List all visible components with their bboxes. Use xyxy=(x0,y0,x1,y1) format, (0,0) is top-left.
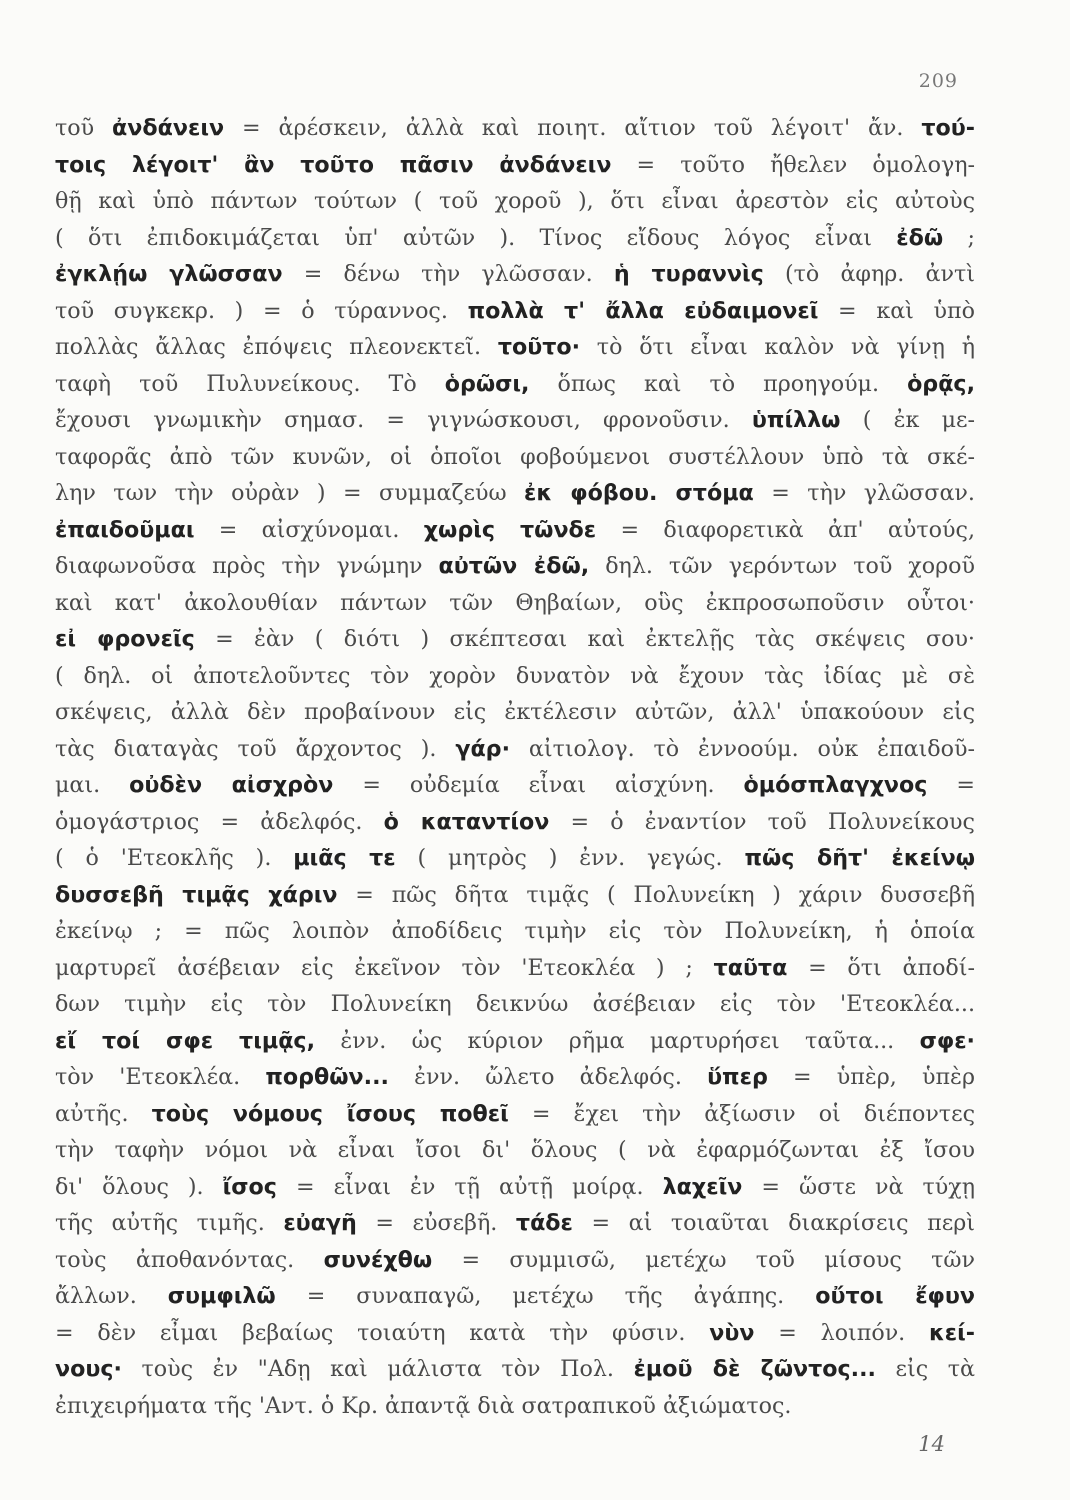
gloss-text: ὁμογάστριος = ἀδελφός. xyxy=(55,808,384,835)
gloss-text: μαι. xyxy=(55,772,130,798)
gloss-text: τοὺς ἀποθανόντας. xyxy=(55,1246,324,1273)
gloss-text: = πῶς δῆτα τιμᾷς ( Πολυνείκη ) χάριν δυσσεβῆ xyxy=(337,881,975,908)
text-line xyxy=(55,475,975,512)
lemma-term: χωρὶς τῶνδε xyxy=(423,516,597,543)
lemma-term: ὁμόσπλαγχνος xyxy=(743,772,928,798)
text-line xyxy=(55,694,975,731)
lemma-term: νους· xyxy=(55,1356,122,1382)
signature-mark: 14 xyxy=(918,1432,945,1456)
text-line xyxy=(55,256,975,293)
gloss-text: ἔχουσι γνωμικὴν σημασ. = γιγνώσκουσι, φρονοῦσιν. xyxy=(55,407,752,433)
gloss-text: λην των τὴν οὐρὰν ) = συμμαζεύω xyxy=(55,480,525,506)
text-line xyxy=(55,1388,975,1425)
lemma-term: ὑπίλλω xyxy=(751,407,841,433)
gloss-text: = ὁ ἐναντίον τοῦ Πολυνείκους xyxy=(549,808,975,835)
gloss-text: τὰς διαταγὰς τοῦ ἄρχοντος ). xyxy=(55,735,456,762)
gloss-text: σκέψεις, ἀλλὰ δὲν προβαίνουν εἰς ἐκτέλεσιν αὐτῶν, ἀλλ' ὑπακούουν εἰς xyxy=(55,699,975,725)
text-line xyxy=(55,512,975,549)
text-line xyxy=(55,548,975,585)
gloss-text: αἰτιολογ. τὸ ἐννοούμ. οὐκ ἐπαιδοῦ- xyxy=(510,735,975,762)
gloss-text: πολλὰς ἄλλας ἐπόψεις πλεονεκτεῖ. xyxy=(55,334,498,360)
gloss-text: = αἱ τοιαῦται διακρίσεις περὶ xyxy=(572,1210,975,1236)
gloss-text: εἰς τὰ xyxy=(875,1356,976,1382)
gloss-text: = δένω τὴν γλῶσσαν. xyxy=(282,261,614,287)
lemma-term: κεί- xyxy=(929,1319,975,1346)
lemma-term: πῶς δῆτ' ἐκείνῳ xyxy=(744,845,976,871)
gloss-text: ( μητρὸς ) ἐνν. γεγώς. xyxy=(395,845,745,871)
lemma-term: οὔτοι ἔφυν xyxy=(815,1283,975,1309)
lemma-term: οὐδὲν αἰσχρὸν xyxy=(129,772,334,798)
gloss-text: = ἐὰν ( διότι ) σκέπτεσαι καὶ ἐκτελῇς τὰς σκέψεις σου· xyxy=(194,626,975,652)
lemma-term: νὺν xyxy=(709,1319,755,1346)
commentary-text xyxy=(55,110,975,1424)
gloss-text: = ὅτι ἀποδί- xyxy=(787,954,975,981)
lemma-term: τοῦτο· xyxy=(497,334,581,360)
text-line xyxy=(55,220,975,257)
lemma-term: ἐδῶ xyxy=(896,224,944,251)
gloss-text: = συναπαγῶ, μετέχω τῆς ἀγάπης. xyxy=(275,1283,816,1309)
lemma-term: ἀνδάνειν xyxy=(112,115,225,141)
gloss-text: = ἔχει τὴν ἀξίωσιν οἱ διέποντες xyxy=(508,1100,976,1127)
text-line xyxy=(55,366,975,403)
gloss-text: = εὐσεβῆ. xyxy=(356,1210,516,1236)
lemma-term: ἐπαιδοῦμαι xyxy=(55,516,195,543)
lemma-term: εὐαγῆ xyxy=(283,1210,357,1236)
text-line xyxy=(55,439,975,476)
gloss-text: ( δηλ. οἱ ἀποτελοῦντες τὸν χορὸν δυνατὸν νὰ ἔχουν τὰς ἰδίας μὲ σὲ xyxy=(55,662,975,689)
gloss-text: θῇ καὶ ὑπὸ πάντων τούτων ( τοῦ χοροῦ ), ὅτι εἶναι ἀρεστὸν εἰς αὐτοὺς xyxy=(55,188,975,214)
gloss-text: τὴν ταφὴν νόμοι νὰ εἶναι ἴσοι δι' ὅλους ( νὰ ἐφαρμόζωνται ἐξ ἴσου xyxy=(55,1137,975,1163)
lemma-term: λαχεῖν xyxy=(662,1173,743,1200)
text-line xyxy=(55,147,975,184)
text-line xyxy=(55,1205,975,1242)
gloss-text: δων τιμὴν εἰς τὸν Πολυνείκη δεικνύω ἀσέβειαν εἰς τὸν 'Ετεοκλέα... xyxy=(55,991,975,1017)
lemma-term: ὁρῶσι, xyxy=(444,370,530,397)
lemma-term: ὁρᾷς, xyxy=(907,370,976,397)
lemma-term: αὐτῶν ἐδῶ, xyxy=(438,553,590,579)
lemma-term: ὁ καταντίον xyxy=(383,808,550,835)
gloss-text: ἐπιχειρήματα τῆς 'Αντ. ὁ Κρ. ἀπαντᾷ διὰ σατραπικοῦ ἀξιώματος. xyxy=(55,1392,792,1419)
gloss-text: ; xyxy=(943,224,975,251)
gloss-text: ( ὅτι ἐπιδοκιμάζεται ὑπ' αὐτῶν ). Τίνος εἴδους λόγος εἶναι xyxy=(55,224,897,251)
text-line xyxy=(55,1096,975,1133)
text-line xyxy=(55,621,975,658)
gloss-text: = λοιπόν. xyxy=(754,1319,930,1346)
gloss-text: ( ὁ 'Ετεοκλῆς ). xyxy=(55,845,294,871)
lemma-term: ἡ τυραννὶς xyxy=(613,261,764,287)
lemma-term: ἴσος xyxy=(222,1173,277,1200)
text-line xyxy=(55,950,975,987)
gloss-text: = ὥστε νὰ τύχῃ xyxy=(742,1173,975,1200)
text-line xyxy=(55,1132,975,1169)
gloss-text: = τοῦτο ἤθελεν ὁμολογη- xyxy=(611,151,975,178)
gloss-text: τοὺς ἐν "Αδῃ καὶ μάλιστα τὸν Πολ. xyxy=(121,1356,634,1382)
gloss-text: τὸν 'Ετεοκλέα. xyxy=(55,1064,266,1090)
text-line xyxy=(55,731,975,768)
text-line xyxy=(55,658,975,695)
lemma-term: τάδε xyxy=(515,1210,573,1236)
gloss-text: = συμμισῶ, μετέχω τοῦ μίσους τῶν xyxy=(432,1246,975,1273)
text-line xyxy=(55,329,975,366)
text-line xyxy=(55,1242,975,1279)
gloss-text: = xyxy=(927,772,975,798)
gloss-text: ταφὴ τοῦ Πυλυνείκους. Τὸ xyxy=(55,370,445,397)
lemma-term: ὕπερ xyxy=(707,1064,768,1090)
gloss-text: = ἀρέσκειν, ἀλλὰ καὶ ποιητ. αἴτιον τοῦ λέγοιτ' ἄν. xyxy=(224,115,922,141)
gloss-text: = δὲν εἶμαι βεβαίως τοιαύτη κατὰ τὴν φύσιν. xyxy=(55,1319,710,1346)
page-number: 209 xyxy=(918,70,958,92)
gloss-text: καὶ κατ' ἀκολουθίαν πάντων τῶν Θηβαίων, οὓς ἐκπροσωποῦσιν οὗτοι· xyxy=(55,589,975,616)
gloss-text: ταφορᾶς ἀπὸ τῶν κυνῶν, οἱ ὁποῖοι φοβούμενοι συστέλλουν ὑπὸ τὰ σκέ- xyxy=(55,443,975,470)
text-line xyxy=(55,1278,975,1315)
gloss-text: = αἰσχύνομαι. xyxy=(194,516,424,543)
gloss-text: ( ἐκ με- xyxy=(840,407,975,433)
lemma-term: μιᾶς τε xyxy=(293,845,396,871)
lemma-term: σφε· xyxy=(919,1027,975,1054)
gloss-text: = διαφορετικὰ ἀπ' αὐτούς, xyxy=(596,516,975,543)
gloss-text: = τὴν γλῶσσαν. xyxy=(753,480,975,506)
text-line xyxy=(55,804,975,841)
gloss-text: τὸ ὅτι εἶναι καλὸν νὰ γίνῃ ἡ xyxy=(580,334,976,360)
gloss-text: τῆς αὐτῆς τιμῆς. xyxy=(55,1210,284,1236)
text-line xyxy=(55,877,975,914)
text-line xyxy=(55,767,975,804)
gloss-text: = εἶναι ἐν τῇ αὐτῇ μοίρᾳ. xyxy=(276,1173,663,1200)
gloss-text: τοῦ xyxy=(55,115,113,141)
lemma-term: τού- xyxy=(921,115,975,141)
lemma-term: δυσσεβῆ τιμᾷς χάριν xyxy=(55,881,338,908)
gloss-text: μαρτυρεῖ ἀσέβειαν εἰς ἐκεῖνον τὸν 'Ετεοκλέα ) ; xyxy=(55,954,714,981)
lemma-term: συμφιλῶ xyxy=(167,1283,276,1309)
text-line xyxy=(55,293,975,330)
lemma-term: γάρ· xyxy=(455,735,510,762)
text-line xyxy=(55,183,975,220)
gloss-text: αὐτῆς. xyxy=(55,1100,152,1127)
text-line xyxy=(55,585,975,622)
lemma-term: πορθῶν... xyxy=(265,1064,389,1090)
lemma-term: τοις λέγοιτ' ἂν τοῦτο πᾶσιν ἀνδάνειν xyxy=(55,151,612,178)
text-line xyxy=(55,402,975,439)
gloss-text: διαφωνοῦσα πρὸς τὴν γνώμην xyxy=(55,553,439,579)
lemma-term: τοὺς νόμους ἴσους ποθεῖ xyxy=(151,1100,509,1127)
gloss-text: = οὐδεμία εἶναι αἰσχύνη. xyxy=(333,772,744,798)
gloss-text: ἐνν. ὡς κύριον ρῆμα μαρτυρήσει ταῦτα... xyxy=(315,1027,920,1054)
gloss-text: ὅπως καὶ τὸ προηγούμ. xyxy=(529,370,908,397)
lemma-term: εἰ φρονεῖς xyxy=(55,626,195,652)
gloss-text: δι' ὅλους ). xyxy=(55,1173,223,1200)
text-line xyxy=(55,110,975,147)
lemma-term: πολλὰ τ' ἄλλα εὐδαιμονεῖ xyxy=(467,297,819,324)
text-line xyxy=(55,1169,975,1206)
gloss-text: ἐκείνῳ ; = πῶς λοιπὸν ἀποδίδεις τιμὴν εἰς τὸν Πολυνείκη, ἡ ὁποία xyxy=(55,918,975,944)
lemma-term: ἐκ φόβου. στόμα xyxy=(524,480,754,506)
text-line xyxy=(55,986,975,1023)
gloss-text: δηλ. τῶν γερόντων τοῦ χοροῦ xyxy=(589,553,975,579)
gloss-text: = καὶ ὑπὸ xyxy=(818,297,975,324)
gloss-text: τοῦ συγκεκρ. ) = ὁ τύραννος. xyxy=(55,297,468,324)
lemma-term: ἐμοῦ δὲ ζῶντος... xyxy=(633,1356,876,1382)
text-line xyxy=(55,1023,975,1060)
lemma-term: ταῦτα xyxy=(713,954,788,981)
text-line xyxy=(55,1315,975,1352)
gloss-text: = ὑπὲρ, ὑπὲρ xyxy=(767,1064,976,1090)
text-line xyxy=(55,840,975,877)
lemma-term: ἐγκλῄω γλῶσσαν xyxy=(55,261,283,287)
text-line xyxy=(55,1059,975,1096)
gloss-text: ἄλλων. xyxy=(55,1283,168,1309)
text-line xyxy=(55,1351,975,1388)
lemma-term: εἴ τοί σφε τιμᾷς, xyxy=(55,1027,316,1054)
gloss-text: (τὸ ἀφηρ. ἀντὶ xyxy=(763,261,975,287)
text-line xyxy=(55,913,975,950)
gloss-text: ἐνν. ὤλετο ἀδελφός. xyxy=(388,1064,708,1090)
lemma-term: συνέχθω xyxy=(323,1246,433,1273)
